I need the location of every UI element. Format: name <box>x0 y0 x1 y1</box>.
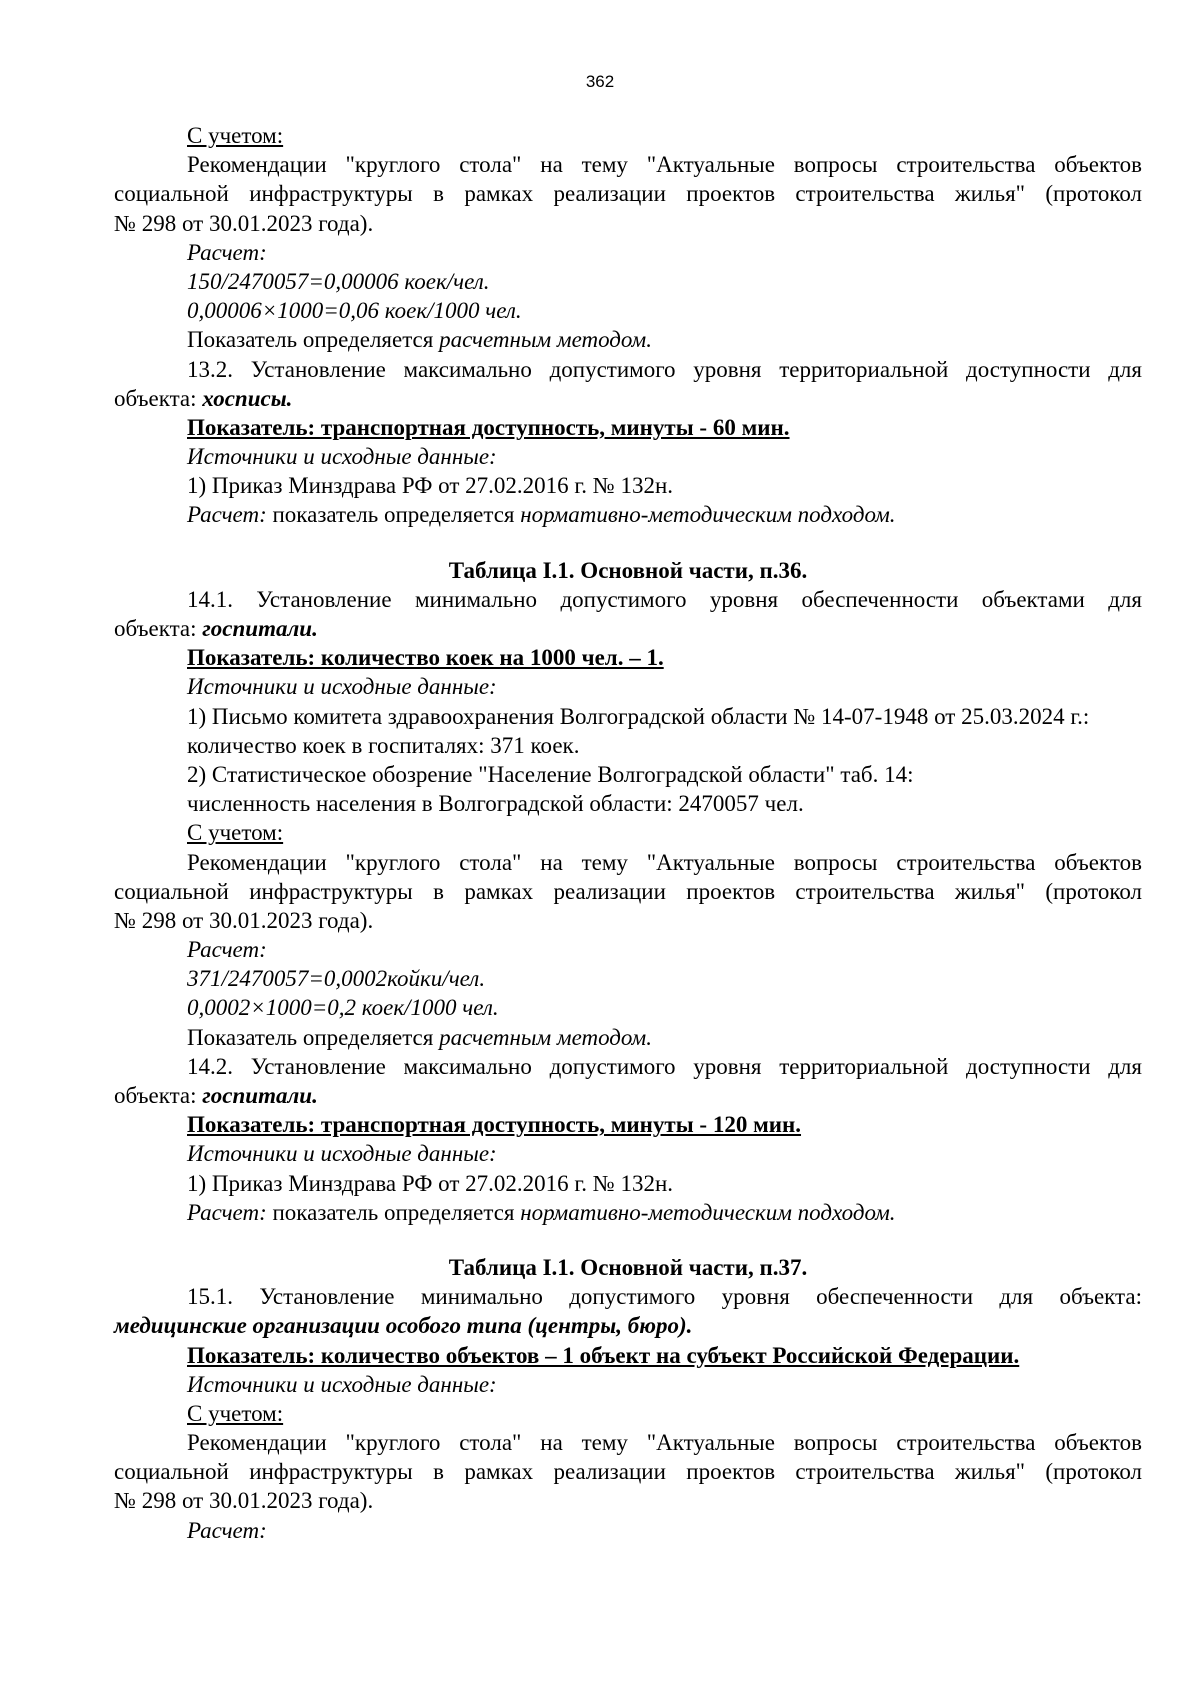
method-name: расчетным методом. <box>439 1024 652 1050</box>
calc-method: нормативно-методическим подходом. <box>520 502 896 528</box>
page-number: 362 <box>585 72 615 91</box>
recommendation-line: социальной инфраструктуры в рамках реализации проектов строительства жилья" (протокол <box>114 1459 1142 1485</box>
source-item: 1) Письмо комитета здравоохранения Волгоградской области № 14-07-1948 от 25.03.2024 г.: <box>187 703 1090 729</box>
sources-label: Источники и исходные данные: <box>187 1141 497 1167</box>
method-text: Показатель определяется <box>187 1024 440 1050</box>
method-text: Показатель определяется <box>187 327 440 353</box>
spacer <box>114 530 1142 556</box>
object-name: хосписы. <box>202 385 293 411</box>
indicator-line: Показатель: транспортная доступность, минуты - 60 мин. <box>187 414 790 440</box>
method-line <box>114 325 1142 354</box>
source-item: 2) Статистическое обозрение "Население Волгоградской области" таб. 14: <box>187 761 914 787</box>
object-prefix: объекта: <box>114 616 203 641</box>
calc-label: Расчет: <box>187 1517 267 1543</box>
recommendation-line: № 298 от 30.01.2023 года). <box>114 210 374 236</box>
sources-label: Источники и исходные данные: <box>187 1371 497 1397</box>
table-heading: Таблица I.1. Основной части, п.36. <box>448 557 808 583</box>
indicator-line: Показатель: количество коек на 1000 чел. – 1. <box>187 645 664 671</box>
s-uchetom-label: С учетом: <box>187 123 284 148</box>
object-name: медицинские организации особого типа (центры, бюро). <box>114 1313 693 1339</box>
calc-method: нормативно-методическим подходом. <box>520 1199 896 1225</box>
calc-text: показатель определяется <box>266 1199 521 1225</box>
page-content <box>114 121 1142 1545</box>
indicator-line: Показатель: количество объектов – 1 объект на субъект Российской Федерации. <box>187 1342 1020 1368</box>
object-line <box>114 1081 1142 1110</box>
calc-label: Расчет: <box>187 239 267 265</box>
object-prefix: объекта: <box>114 1083 203 1108</box>
formula-line: 150/2470057=0,00006 коек/чел. <box>187 268 490 294</box>
s-uchetom-label: С учетом: <box>187 1400 284 1426</box>
calc-line <box>114 500 1142 529</box>
method-name: расчетным методом. <box>439 327 652 353</box>
sources-label: Источники и исходные данные: <box>187 444 497 470</box>
sources-label: Источники и исходные данные: <box>187 674 497 700</box>
recommendation-line: социальной инфраструктуры в рамках реализации проектов строительства жилья" (протокол <box>114 878 1142 904</box>
calc-label: Расчет: <box>187 937 267 963</box>
object-name: госпитали. <box>202 1083 318 1108</box>
source-item: 1) Приказ Минздрава РФ от 27.02.2016 г. № 132н. <box>187 1170 674 1196</box>
section-14-2-line: 14.2. Установление максимально допустимого уровня территориальной доступности для <box>187 1053 1142 1079</box>
recommendation-line: Рекомендации "круглого стола" на тему "Актуальные вопросы строительства объектов <box>187 152 1142 178</box>
recommendation-line: социальной инфраструктуры в рамках реализации проектов строительства жилья" (протокол <box>114 181 1142 207</box>
formula-line: 0,00006×1000=0,06 коек/1000 чел. <box>187 298 522 324</box>
section-15-1-line: 15.1. Установление минимально допустимого уровня обеспеченности для объекта: <box>187 1284 1142 1310</box>
spacer <box>114 1227 1142 1253</box>
object-name: госпитали. <box>202 616 318 641</box>
section-13-2-line: 13.2. Установление максимально допустимого уровня территориальной доступности для <box>187 356 1142 382</box>
section-14-1-line: 14.1. Установление минимально допустимого уровня обеспеченности объектами для <box>187 586 1142 612</box>
calc-text: показатель определяется <box>266 502 521 528</box>
object-line <box>114 384 1142 413</box>
source-item: 1) Приказ Минздрава РФ от 27.02.2016 г. № 132н. <box>187 473 674 499</box>
recommendation-line: № 298 от 30.01.2023 года). <box>114 907 374 933</box>
table-heading: Таблица I.1. Основной части, п.37. <box>448 1254 808 1280</box>
object-line <box>114 614 1142 643</box>
calc-label: Расчет: <box>187 502 267 528</box>
source-item: численность населения в Волгоградской области: 2470057 чел. <box>187 791 804 817</box>
calc-line <box>114 1198 1142 1227</box>
calc-label: Расчет: <box>187 1199 267 1225</box>
formula-line: 371/2470057=0,0002койки/чел. <box>187 966 486 992</box>
formula-line: 0,0002×1000=0,2 коек/1000 чел. <box>187 995 499 1021</box>
recommendation-line: Рекомендации "круглого стола" на тему "Актуальные вопросы строительства объектов <box>187 849 1142 875</box>
recommendation-line: Рекомендации "круглого стола" на тему "Актуальные вопросы строительства объектов <box>187 1430 1142 1456</box>
s-uchetom-label: С учетом: <box>187 820 284 846</box>
object-prefix: объекта: <box>114 385 203 411</box>
recommendation-line: № 298 от 30.01.2023 года). <box>114 1488 374 1514</box>
indicator-line: Показатель: транспортная доступность, минуты - 120 мин. <box>187 1112 802 1138</box>
method-line <box>114 1023 1142 1052</box>
source-item: количество коек в госпиталях: 371 коек. <box>187 732 580 758</box>
